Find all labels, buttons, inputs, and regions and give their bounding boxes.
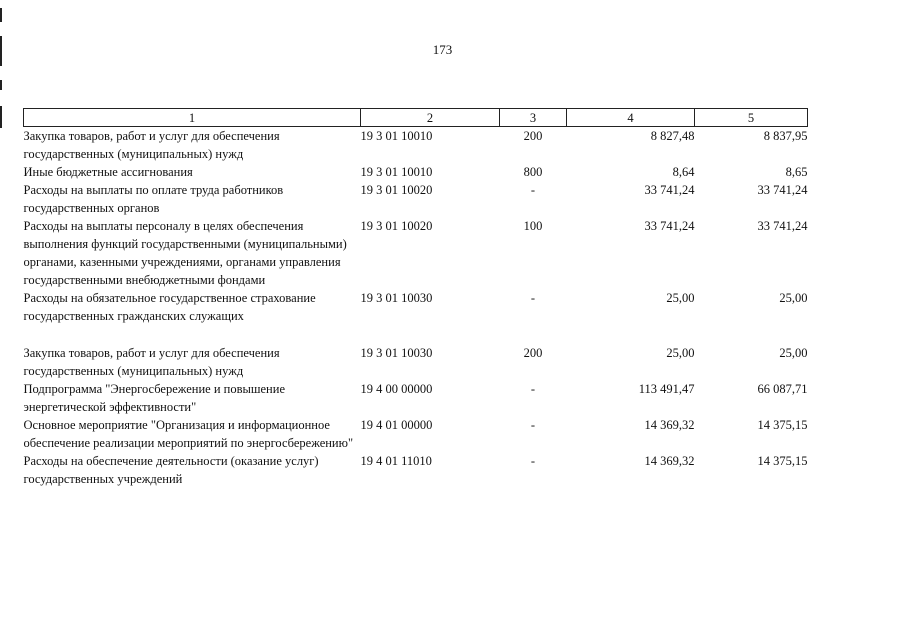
row-value-col5: 8,65 bbox=[785, 165, 808, 179]
row-code: 19 4 00 00000 bbox=[360, 382, 433, 396]
row-name: Подпрограмма "Энергосбережение и повышение энергетической эффективности" bbox=[23, 382, 285, 414]
row-code: 19 3 01 10020 bbox=[360, 183, 433, 197]
row-name: Расходы на обеспечение деятельности (оказание услуг) государственных учреждений bbox=[23, 454, 319, 486]
row-spacer bbox=[24, 325, 808, 344]
table-row bbox=[24, 452, 808, 488]
row-name: Расходы на выплаты по оплате труда работников государственных органов bbox=[23, 183, 284, 215]
page-number: 173 bbox=[432, 42, 453, 57]
row-value-col4: 113 491,47 bbox=[638, 382, 695, 396]
row-value-col5: 25,00 bbox=[779, 346, 808, 360]
row-value-col5: 33 741,24 bbox=[757, 183, 808, 197]
row-value-col5: 33 741,24 bbox=[757, 219, 808, 233]
table-row bbox=[24, 127, 808, 164]
budget-table bbox=[23, 108, 808, 488]
row-code: 19 4 01 00000 bbox=[360, 418, 433, 432]
row-value-col4: 25,00 bbox=[666, 346, 695, 360]
row-code: 19 3 01 10010 bbox=[360, 129, 433, 143]
row-name: Основное мероприятие "Организация и информационное обеспечение реализации мероприятий по энергосбережению" bbox=[23, 418, 354, 450]
table-row bbox=[24, 217, 808, 289]
table-row bbox=[24, 163, 808, 181]
row-value-col5: 66 087,71 bbox=[757, 382, 808, 396]
row-name: Закупка товаров, работ и услуг для обеспечения государственных (муниципальных) нужд bbox=[23, 129, 280, 161]
row-value-col4: 33 741,24 bbox=[644, 219, 695, 233]
table-row bbox=[24, 380, 808, 416]
row-value-col5: 25,00 bbox=[779, 291, 808, 305]
scan-edge-mark bbox=[0, 8, 2, 22]
row-name: Расходы на выплаты персоналу в целях обеспечения выполнения функций государственными (муниципальными) органами, казенными учреждениями, органами управления государственными внебюджетными фондами bbox=[23, 219, 347, 287]
row-value-col4: 25,00 bbox=[666, 291, 695, 305]
row-value-col4: 8,64 bbox=[672, 165, 695, 179]
row-value-col5: 14 375,15 bbox=[757, 454, 808, 468]
column-header-3: 3 bbox=[500, 109, 567, 127]
row-code: 19 3 01 10010 bbox=[360, 165, 433, 179]
row-code: 19 3 01 10020 bbox=[360, 219, 433, 233]
row-code: 19 4 01 11010 bbox=[360, 454, 432, 468]
row-code: 19 3 01 10030 bbox=[360, 346, 433, 360]
row-type: 200 bbox=[523, 346, 543, 360]
spacer-cell bbox=[24, 325, 808, 344]
table-row bbox=[24, 416, 808, 452]
row-type: - bbox=[530, 291, 536, 305]
row-type: 100 bbox=[523, 219, 543, 233]
table-row bbox=[24, 289, 808, 325]
scan-edge-mark bbox=[0, 80, 2, 90]
row-type: 800 bbox=[523, 165, 543, 179]
row-type: - bbox=[530, 454, 536, 468]
row-name: Иные бюджетные ассигнования bbox=[23, 165, 193, 179]
column-header-4: 4 bbox=[567, 109, 695, 127]
row-type: 200 bbox=[523, 129, 543, 143]
row-type: - bbox=[530, 382, 536, 396]
row-type: - bbox=[530, 183, 536, 197]
table-header-row bbox=[24, 109, 808, 127]
row-value-col4: 8 827,48 bbox=[650, 129, 695, 143]
row-value-col4: 33 741,24 bbox=[644, 183, 695, 197]
table-row bbox=[24, 181, 808, 217]
row-name: Закупка товаров, работ и услуг для обеспечения государственных (муниципальных) нужд bbox=[23, 346, 280, 378]
table-row bbox=[24, 344, 808, 380]
column-header-1: 1 bbox=[24, 109, 361, 127]
row-value-col5: 8 837,95 bbox=[763, 129, 808, 143]
row-value-col4: 14 369,32 bbox=[644, 418, 695, 432]
row-type: - bbox=[530, 418, 536, 432]
row-value-col5: 14 375,15 bbox=[757, 418, 808, 432]
column-header-5: 5 bbox=[695, 109, 808, 127]
row-code: 19 3 01 10030 bbox=[360, 291, 433, 305]
column-header-2: 2 bbox=[361, 109, 500, 127]
row-name: Расходы на обязательное государственное страхование государственных гражданских служащих bbox=[23, 291, 316, 323]
row-value-col4: 14 369,32 bbox=[644, 454, 695, 468]
scan-edge-mark bbox=[0, 106, 2, 128]
